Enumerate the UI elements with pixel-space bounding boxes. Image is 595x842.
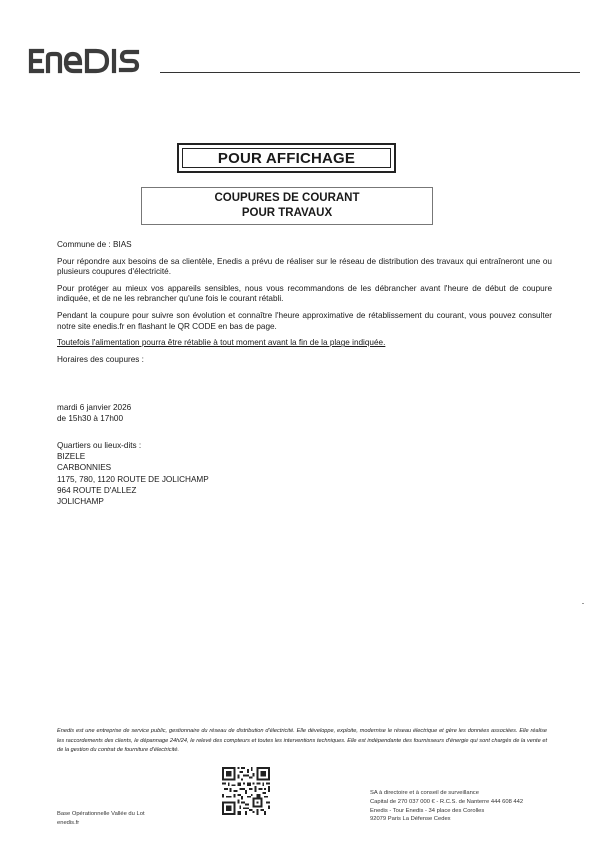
- commune-value: BIAS: [112, 240, 132, 249]
- enedis-logo: [28, 47, 152, 80]
- qr-code-image: [222, 767, 270, 815]
- footer-company-line: Enedis - Tour Enedis - 34 place des Corolles: [370, 807, 485, 814]
- hours-label: Horaires des coupures :: [57, 354, 144, 364]
- footer-base-name: Base Opérationnelle Vallée du Lot: [57, 811, 145, 817]
- districts-label: Quartiers ou lieux-dits :: [57, 441, 142, 450]
- district-item: BIZELE: [57, 452, 86, 462]
- footer-website[interactable]: enedis.fr: [57, 820, 80, 826]
- commune-label: Commune de :: [57, 240, 111, 249]
- district-item: 964 ROUTE D'ALLEZ: [57, 485, 137, 495]
- affected-districts: [57, 440, 209, 507]
- display-notice-title: POUR AFFICHAGE: [182, 148, 391, 168]
- paragraph-tracking: Pendant la coupure pour suivre son évolution et connaître l'heure approximative de rétablissement du courant, vous pouvez consulter notre site enedis.fr en flashant le QR CODE en bas de page.: [57, 310, 552, 331]
- district-item: 1175, 780, 1120 ROUTE DE JOLICHAMP: [57, 474, 209, 484]
- restore-warning: Toutefois l'alimentation pourra être rétablie à tout moment avant la fin de la plage indiquée.: [57, 338, 386, 348]
- outage-schedule: [57, 403, 131, 424]
- footer-company-line: 92079 Paris La Défense Cedex: [370, 816, 451, 823]
- notice-subtitle-box: [141, 187, 433, 225]
- scan-speck: [582, 603, 584, 604]
- footer-sender: [57, 810, 145, 828]
- notice-body: [57, 240, 552, 371]
- notice-subtitle-line2: POUR TRAVAUX: [241, 207, 333, 219]
- notice-subtitle-line1: COUPURES DE COURANT: [214, 192, 360, 204]
- footer-company-info: [370, 789, 523, 824]
- footer-company-line: Capital de 270 037 000 € - R.C.S. de Nanterre 444 608 442: [370, 798, 524, 805]
- paragraph-protection: Pour protéger au mieux vos appareils sensibles, nous vous recommandons de les débrancher avant l'heure de début de coupure indiquée, et de ne les rebrancher qu'une fois le courant rétabli.: [57, 283, 552, 304]
- commune-line: [57, 240, 552, 251]
- outage-time-range: de 15h30 à 17h00: [57, 413, 124, 423]
- qr-code[interactable]: [222, 767, 270, 815]
- footer-legal-notice: Enedis est une entreprise de service public, gestionnaire du réseau de distribution d'électricité. Elle développe, exploite, modernise le réseau électrique et gère les données associées. Elle réalise les raccordements des clients, le dépannage 24h/24, le relevé des compteurs et toutes les interventions techniques. Elle est indépendante des fournisseurs d'énergie qui sont chargés de la vente et de la gestion du contrat de fourniture d'électricité.: [57, 728, 547, 753]
- district-item: JOLICHAMP: [57, 497, 104, 507]
- outage-date: mardi 6 janvier 2026: [57, 403, 132, 412]
- paragraph-purpose: Pour répondre aux besoins de sa clientèle, Enedis a prévu de réaliser sur le réseau de distribution des travaux qui entraîneront une ou plusieurs coupures d'électricité.: [57, 256, 552, 277]
- display-notice-box: [177, 143, 396, 173]
- enedis-logo-mark: [28, 47, 152, 75]
- district-item: CARBONNIES: [57, 463, 112, 473]
- header-rule: [160, 72, 580, 73]
- footer-company-line: SA à directoire et à conseil de surveillance: [370, 790, 479, 796]
